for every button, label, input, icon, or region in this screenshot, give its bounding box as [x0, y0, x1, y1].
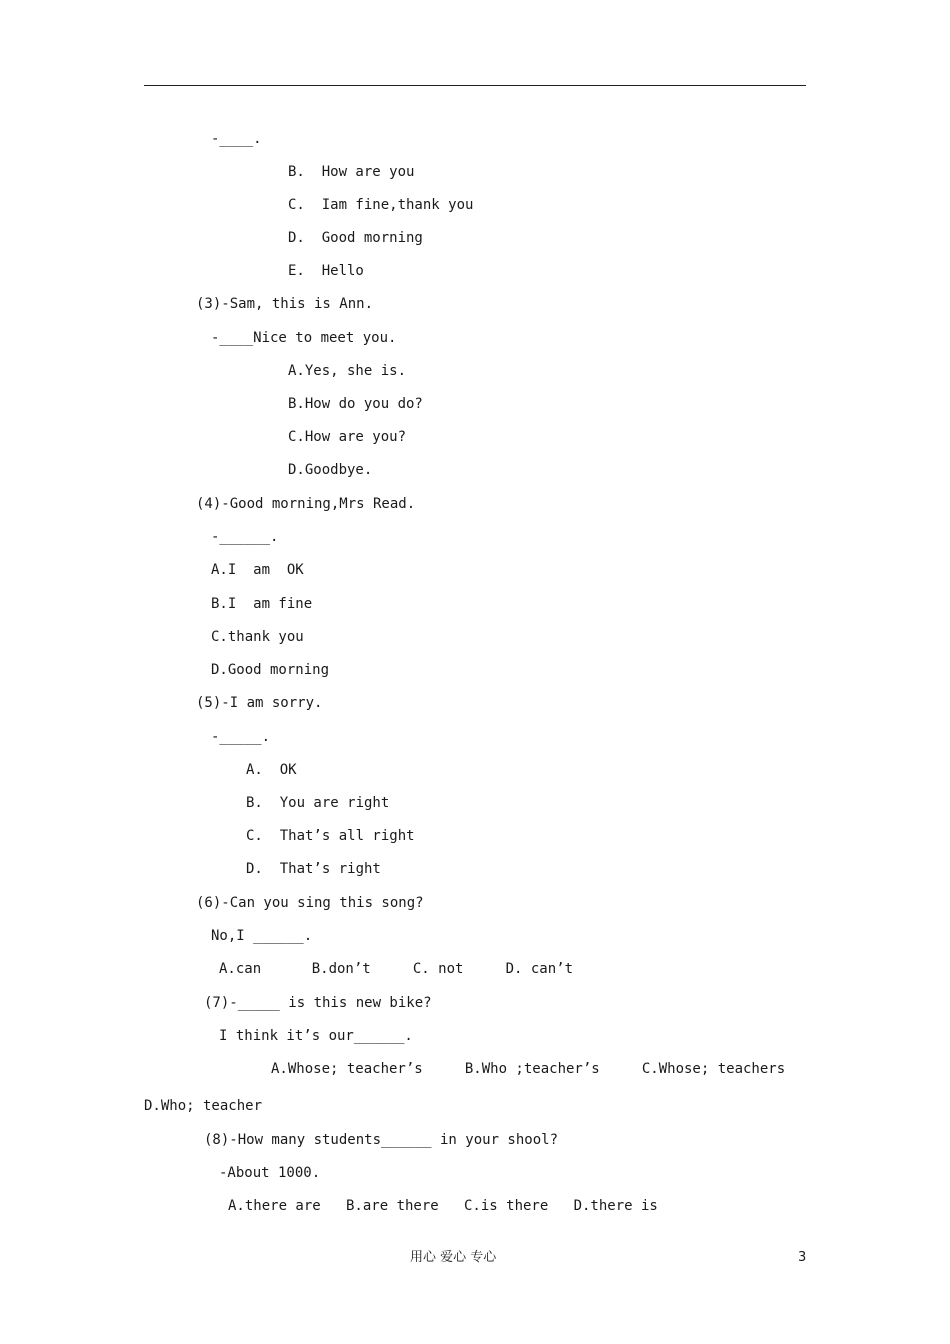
q3-option-c: C.How are you?: [288, 429, 407, 445]
q3-answer-line: -____Nice to meet you.: [211, 330, 397, 346]
q2-option-e: E. Hello: [288, 263, 364, 279]
q8-answer-line: -About 1000.: [219, 1165, 321, 1181]
q7-answer-line: I think it’s our______.: [219, 1028, 413, 1044]
q5-option-d: D. That’s right: [246, 861, 381, 877]
q4-option-d: D.Good morning: [211, 662, 330, 678]
q7-options-wrap: D.Who; teacher: [144, 1098, 263, 1114]
q8-options: A.there are B.are there C.is there D.there is: [228, 1198, 658, 1214]
q5-option-c: C. That’s all right: [246, 828, 415, 844]
q5-prompt: (5)-I am sorry.: [196, 695, 323, 711]
q4-option-b: B.I am fine: [211, 596, 313, 612]
q4-answer-line: -______.: [211, 529, 279, 545]
q3-option-b: B.How do you do?: [288, 396, 423, 412]
q4-prompt: (4)-Good morning,Mrs Read.: [196, 496, 416, 512]
q5-answer-line: -_____.: [211, 729, 271, 745]
q2-option-b: B. How are you: [288, 164, 415, 180]
q6-answer-line: No,I ______.: [211, 928, 313, 944]
q7-options: A.Whose; teacher’s B.Who ;teacher’s C.Whose; teachers: [271, 1061, 786, 1077]
q7-prompt: (7)-_____ is this new bike?: [204, 995, 432, 1011]
q5-option-a: A. OK: [246, 762, 297, 778]
q3-option-d: D.Goodbye.: [288, 462, 373, 478]
page-number: 3: [798, 1250, 807, 1265]
footer-motto: 用心 爱心 专心: [410, 1250, 497, 1265]
q3-prompt: (3)-Sam, this is Ann.: [196, 296, 374, 312]
q6-options: A.can B.don’t C. not D. can’t: [219, 961, 574, 977]
q2-option-c: C. Iam fine,thank you: [288, 197, 474, 213]
q6-prompt: (6)-Can you sing this song?: [196, 895, 424, 911]
q5-option-b: B. You are right: [246, 795, 390, 811]
q2-answer-line: -____.: [211, 131, 262, 147]
q8-prompt: (8)-How many students______ in your shool?: [204, 1132, 559, 1148]
header-rule: [144, 85, 806, 86]
q4-option-c: C.thank you: [211, 629, 304, 645]
q2-option-d: D. Good morning: [288, 230, 423, 246]
q4-option-a: A.I am OK: [211, 562, 304, 578]
q3-option-a: A.Yes, she is.: [288, 363, 407, 379]
